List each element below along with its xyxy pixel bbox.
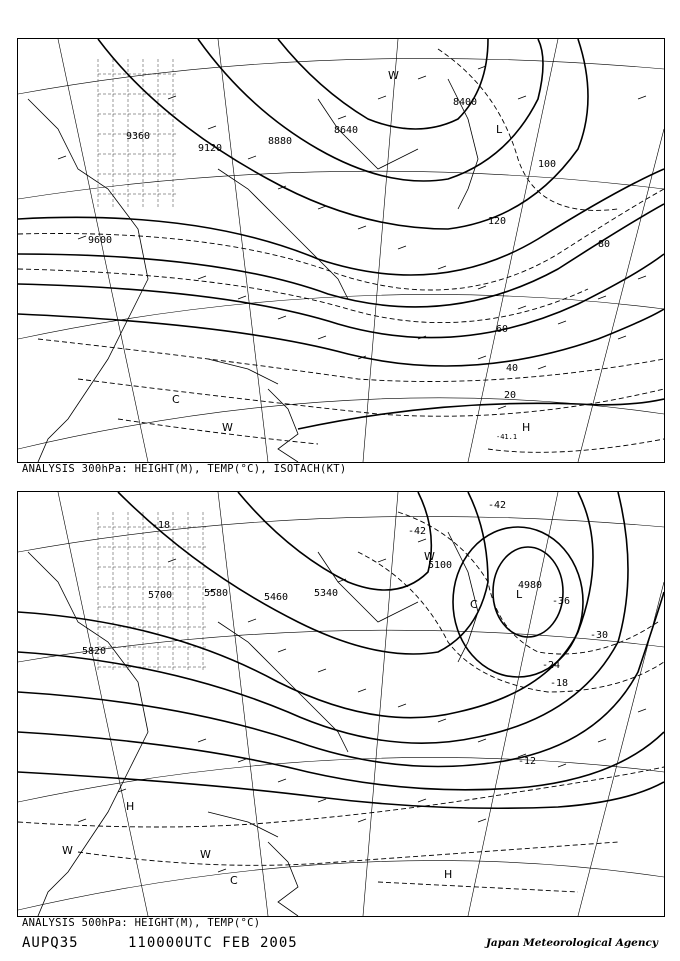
warm-center: W: [424, 550, 435, 563]
isotach-label: 120: [488, 216, 507, 227]
height-label: 4980: [518, 580, 543, 591]
height-label: 8400: [453, 97, 478, 108]
cold-center: C: [230, 874, 238, 887]
height-label: 5100: [428, 560, 453, 571]
height-label: 5460: [264, 592, 289, 603]
height-contours: [18, 39, 664, 429]
warm-center: W: [200, 848, 211, 861]
temp-label: -42: [488, 500, 507, 511]
isotachs: [18, 49, 664, 452]
isotach-label: 60: [496, 324, 509, 335]
low-center: L: [516, 588, 523, 601]
height-label: 9600: [88, 235, 113, 246]
isotach-label: 80: [598, 239, 611, 250]
chart-300hpa: [17, 38, 665, 463]
isotach-label: 20: [504, 390, 517, 401]
temp-label: -30: [590, 630, 609, 641]
cold-center: C: [172, 393, 180, 406]
height-label: 5700: [148, 590, 173, 601]
agency-name: Japan Meteorological Agency: [485, 937, 658, 949]
lat-lon-grid: [18, 39, 664, 462]
chart-500hpa-map: [18, 492, 664, 916]
height-label: 9120: [198, 143, 223, 154]
isotach-label: 40: [506, 363, 519, 374]
chart-300hpa-caption: ANALYSIS 300hPa: HEIGHT(M), TEMP(°C), ISOTACH(KT): [22, 463, 347, 475]
height-label: 5340: [314, 588, 339, 599]
temp-label: -36: [552, 596, 571, 607]
warm-center: W: [62, 844, 73, 857]
height-label: 9360: [126, 131, 151, 142]
high-center: H: [126, 800, 135, 813]
top-isotach-labels: [488, 159, 610, 401]
valid-time: 110000UTC FEB 2005: [128, 935, 298, 951]
chart-500hpa: [17, 491, 665, 917]
coastlines: [28, 79, 478, 462]
product-id: AUPQ35: [22, 935, 79, 951]
low-center: L: [496, 123, 503, 136]
temp-label: -18: [550, 678, 569, 689]
bottom-temp-labels: [152, 500, 608, 767]
temp-label: -24: [542, 660, 561, 671]
chart-300hpa-map: [18, 39, 664, 462]
top-temp-labels: [496, 433, 517, 441]
temp-label: -42: [408, 526, 427, 537]
lat-lon-grid: [18, 492, 664, 916]
isotach-label: 100: [538, 159, 557, 170]
temp-label: -41.1: [496, 433, 518, 441]
temp-label: -12: [518, 756, 537, 767]
cold-center: C: [470, 598, 478, 611]
temp-label: -18: [152, 520, 171, 531]
wind-barbs: [58, 66, 646, 409]
high-center: H: [522, 421, 531, 434]
warm-center: W: [388, 69, 399, 82]
high-center: H: [444, 868, 453, 881]
height-label: 5580: [204, 588, 229, 599]
height-label: 8640: [334, 125, 359, 136]
top-system-centers: [172, 69, 530, 434]
chart-500hpa-caption: ANALYSIS 500hPa: HEIGHT(M), TEMP(°C): [22, 917, 261, 929]
height-label: 5820: [82, 646, 107, 657]
height-label: 8880: [268, 136, 293, 147]
warm-center: W: [222, 421, 233, 434]
